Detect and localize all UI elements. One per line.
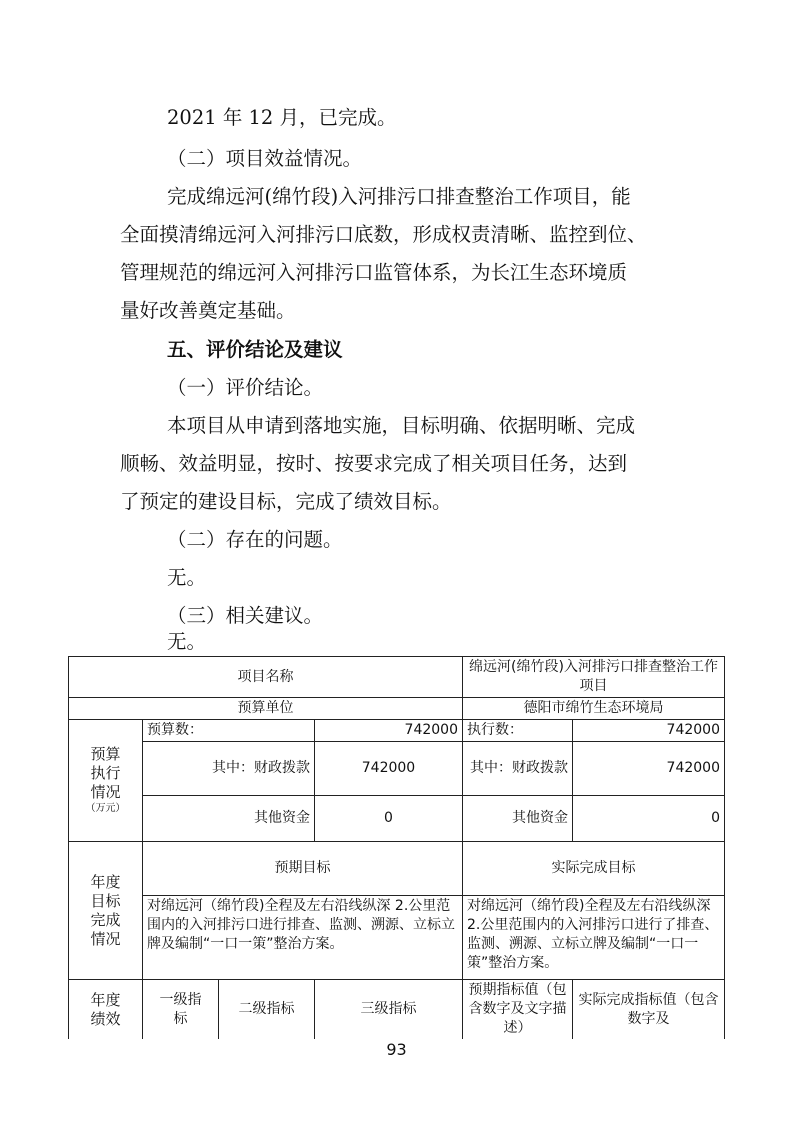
- annual-target-label-text: 年度目标完成情况: [90, 872, 121, 948]
- expected-indicator-value-header: 预期指标值（包含数字及文字描述）: [463, 980, 573, 1040]
- annual-target-label: [69, 842, 143, 980]
- other-exec-label: 其他资金: [463, 796, 573, 842]
- level-2-indicator-header: 二级指标: [219, 980, 315, 1040]
- project-name: 绵远河(绵竹段)入河排污口排查整治工作项目: [463, 657, 725, 698]
- annual-performance-label-text: 年度绩效: [90, 990, 121, 1028]
- budget-unit-note: （万元）: [85, 803, 126, 814]
- actual-target-text: 对绵远河（绵竹段)全程及左右沿线纵深 2.公里范围内的入河排污口进行了排查、监测、溯源、立标立牌及编制“一口一策”整治方案。: [463, 896, 725, 980]
- fiscal-budget: 742000: [315, 742, 463, 796]
- subheading-benefits: （二）项目效益情况。: [167, 147, 363, 170]
- exec-count: 742000: [573, 720, 725, 742]
- expected-target-header: 预期目标: [143, 842, 463, 896]
- project-name-label: 项目名称: [69, 657, 463, 698]
- budget-unit: 德阳市绵竹生态环境局: [463, 698, 725, 720]
- actual-indicator-value-header: 实际完成指标值（包含数字及: [573, 980, 725, 1040]
- fiscal-budget-label: 其中：财政拨款: [143, 742, 315, 796]
- page-number: 93: [386, 1040, 407, 1059]
- annual-performance-label: [69, 980, 143, 1040]
- level-3-indicator-header: 三级指标: [315, 980, 463, 1040]
- level-1-indicator-header: [143, 980, 219, 1040]
- fiscal-exec-label: 其中：财政拨款: [463, 742, 573, 796]
- paragraph-problems-none: 无。: [167, 566, 207, 589]
- budget-execution-label-text: 预算执行情况: [90, 745, 121, 801]
- paragraph-benefits-line-2: 全面摸清绵远河入河排污口底数，形成权责清晰、监控到位、: [120, 223, 647, 246]
- paragraph-benefits-line-3: 管理规范的绵远河入河排污口监管体系，为长江生态环境质: [120, 261, 628, 284]
- paragraph-completion-date: 2021 年 12 月，已完成。: [167, 106, 397, 129]
- paragraph-benefits-line-4: 量好改善奠定基础。: [120, 299, 296, 322]
- subheading-suggestions: （三）相关建议。: [167, 604, 324, 627]
- subheading-evaluation-conclusion: （一）评价结论。: [167, 376, 324, 399]
- level-1-indicator-text: 一级指标: [159, 991, 202, 1027]
- paragraph-suggestions-none: 无。: [167, 630, 207, 653]
- section-heading-conclusions: 五、评价结论及建议: [167, 338, 343, 361]
- budget-execution-label: [69, 720, 143, 842]
- paragraph-conclusion-line-2: 顺畅、效益明显，按时、按要求完成了相关项目任务，达到: [120, 452, 628, 475]
- subheading-problems: （二）存在的问题。: [167, 528, 343, 551]
- paragraph-benefits-line-1: 完成绵远河(绵竹段)入河排污口排查整治工作项目，能: [167, 185, 631, 208]
- budget-count-label: 预算数：: [143, 720, 315, 742]
- fiscal-exec: 742000: [573, 742, 725, 796]
- expected-target-text: 对绵远河（绵竹段)全程及左右沿线纵深 2.公里范围内的入河排污口进行排查、监测、溯源、立标立牌及编制“一口一策”整治方案。: [143, 896, 463, 980]
- other-budget-label: 其他资金: [143, 796, 315, 842]
- actual-target-header: 实际完成目标: [463, 842, 725, 896]
- other-budget: 0: [315, 796, 463, 842]
- other-exec: 0: [573, 796, 725, 842]
- budget-unit-label: 预算单位: [69, 698, 463, 720]
- paragraph-conclusion-line-3: 了预定的建设目标，完成了绩效目标。: [120, 490, 452, 513]
- paragraph-conclusion-line-1: 本项目从申请到落地实施，目标明确、依据明晰、完成: [167, 414, 636, 437]
- exec-count-label: 执行数：: [463, 720, 573, 742]
- budget-count: 742000: [315, 720, 463, 742]
- performance-table: [68, 656, 725, 1039]
